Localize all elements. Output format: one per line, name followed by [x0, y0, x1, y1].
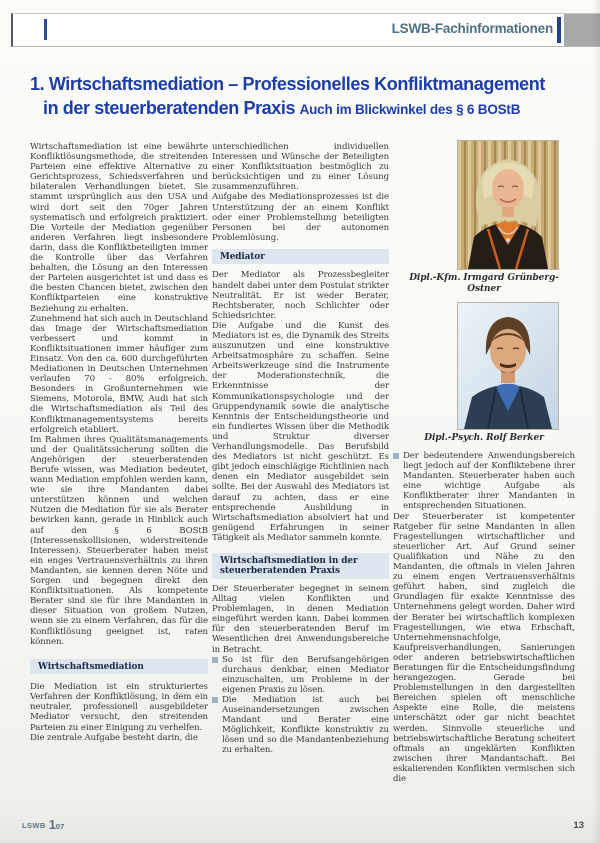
body-paragraph: Der Steuerberater begegnet in seinem Alltag vielen Konflikten und Problemlagen, in denen Mediation eingeführt werden kann. Dabei kommen für den steuerberatenden Beruf im Wesentlichen drei Anwendungsbereiche in Betracht.: [212, 583, 389, 655]
article-title: [30, 72, 586, 122]
article-title-line2: in der steuerberatenden Praxis: [43, 98, 296, 118]
section-heading-praxis: Wirtschaftsmediation in der steuerberatenden Praxis: [212, 553, 389, 579]
body-paragraph: Im Rahmen ihres Qualitätsmanagements und der Qualitätssicherung sollten die Angehörigen der steuerberatenden Berufe wissen, was Mediation bedeutet, wann Mediation empfohlen werden kann, wie sie ihre Mandanten dabei unterstützen können und welchen Nutzen die Mediation für sie als Berater bewirken kann, gerade in Hinblick auch auf den § 6 BOStB (Interessenskollisionen, widerstreitende Interessen). Steuerberater haben meist ein enges Vertrauensverhältnis zu ihren Mandanten, sie kennen deren Nöte und Sorgen und begegnen direkt den Konfliktsituationen. Als kompetente Berater sind sie für ihre Mandanten in dieser Situation von großem Nutzen, wenn sie zu einem Verfahren, das für die Konfliktlösung geeignet ist, raten können.: [30, 434, 208, 647]
header-blue-tick: [44, 19, 47, 40]
bullet-item: [212, 695, 389, 756]
portrait-photo-irmgard-gruenberg-ostner: [457, 140, 559, 270]
body-paragraph: Zunehmend hat sich auch in Deutschland das Image der Wirtschaftsmediation verbessert und kommt in Konfliktsituationen immer häufiger zum Einsatz. Von den ca. 600 durchgeführten Mediationen in Deutschen Unternehmen verlaufen 70 - 80% erfolgreich. Besonders in Großunternehmen wie Siemens, Motorola, BMW, Audi hat sich die Wirtschaftsmediation als Teil des Konfliktmanagementsystems bereits erfolgreich etabliert.: [30, 313, 208, 435]
journal-issue-mark: [22, 816, 64, 834]
body-paragraph: Die zentrale Aufgabe besteht darin, die: [30, 732, 198, 743]
section-heading-mediator: Mediator: [212, 249, 389, 265]
article-title-line1: 1. Wirtschaftsmediation – Professionelles Konfliktmanagement: [30, 74, 545, 94]
bullet-square-icon: [212, 657, 218, 663]
portrait-photo-rolf-berker: [457, 302, 559, 430]
bullet-text: Die Mediation ist auch bei Auseinandersetzungen zwischen Mandant und Berater eine Möglichkeit, Konflikte konstruktiv zu lösen und so die Mandantenbeziehung zu erhalten.: [222, 695, 389, 756]
body-paragraph: Aufgabe des Mediationsprozesses ist die Unterstützung der an einem Konflikt oder einer Problemstellung beteiligten Personen bei der autonomen Problemlösung.: [212, 192, 389, 243]
photo-caption: Dipl.-Psych. Rolf Berker: [424, 433, 544, 443]
issue-year: 07: [55, 822, 65, 831]
text-column-1: [30, 142, 208, 743]
body-paragraph: unterschiedlichen individuellen Interessen und Wünsche der Beteiligten einer Konfliktsituation bestmöglich zu berücksichtigen und zu einer Lösung zusammenzuführen.: [212, 142, 389, 193]
section-label: LSWB-Fachinformationen: [391, 21, 553, 36]
photo-caption: Dipl.-Kfm. Irmgard Grünberg-Ostner: [409, 273, 559, 294]
text-column-3: [393, 140, 575, 784]
bullet-item: [393, 451, 575, 512]
bullet-square-icon: [393, 453, 399, 459]
bullet-item: [212, 655, 389, 695]
body-paragraph: Der Mediator als Prozessbegleiter handelt dabei unter dem Postulat strikter Neutralität. Er ist weder Berater, Rechtsberater, noch Schlichter oder Schiedsrichter.: [212, 270, 389, 321]
bullet-square-icon: [212, 697, 218, 703]
header-gray-block: [564, 14, 600, 46]
bullet-text: Der bedeutendere Anwendungsbereich liegt jedoch auf der Konfliktebene ihrer Mandanten. Steuerberater haben auch eine wichtige Aufgabe als Konfliktberater ihrer Mandanten in entsprechenden Situationen.: [403, 451, 575, 512]
body-paragraph: Wirtschaftsmediation ist eine bewährte Konfliktlösungsmethode, die streitenden Parteien eine effektive Alternative zu Gerichtsprozess, Schiedsverfahren und bilateralen Verhandlungen bietet. Sie stammt ursprünglich aus den USA und wird dort seit den 70ger Jahren systematisch und erfolgreich praktiziert. Die Vorteile der Mediation gegenüber anderen Verfahren liegt insbesondere darin, dass die Konfliktbeteiligten immer die Kontrolle über das Verfahren behalten, die Lösung an den Interessen der Parteien ausgerichtet ist und dass es die besten Chancen bietet, zwischen den Konfliktparteien eine konstruktive Beziehung zu erhalten.: [30, 142, 208, 314]
header-blue-bar: [557, 17, 561, 43]
text-column-2: [212, 142, 389, 756]
journal-name: LSWB: [22, 821, 46, 830]
page-header: [11, 13, 600, 47]
article-subtitle: Auch im Blickwinkel des § 6 BOStB: [299, 102, 521, 117]
body-paragraph: Die Mediation ist ein strukturiertes Verfahren der Konfliktlösung, in dem ein neutraler, professionell ausgebildeter Mediator versucht, den streitenden Parteien zu einer Einigung zu verhelfen.: [30, 682, 208, 733]
body-paragraph: Die Aufgabe und die Kunst des Mediators ist es, die Dynamik des Streits auszunutzen und eine konstruktive Arbeitsatmosphäre zu schaffen. Seine Arbeitswerkzeuge sind die Instrumente der Moderationstechnik, die Erkenntnisse der Kommunikationspsychologie und der Gruppendynamik sowie die analytische Kenntnis der Entscheidungstheorie und ein fundiertes Wissen über die Methodik und Struktur diverser Verhandlungsmodelle. Das Berufsbild des Mediators ist nicht geschützt. Es gibt jedoch einschlägige Richtlinien nach denen ein Mediator ausgebildet sein sollte. Bei der Auswahl des Mediators ist darauf zu achten, dass er eine entsprechende Ausbildung in Wirtschaftsmediation absolviert hat und genügend Erfahrungen in seiner Tätigkeit als Mediator sammeln konnte.: [212, 320, 389, 543]
page-number: 13: [573, 820, 584, 831]
section-heading-wirtschaftsmediation: Wirtschaftsmediation: [30, 659, 208, 675]
bullet-text: So ist für den Berufsangehörigen durchaus denkbar, einen Mediator einzuschalten, um Probleme in der eigenen Praxis zu lösen.: [222, 654, 389, 695]
body-paragraph: Der Steuerberater ist kompetenter Ratgeber für seine Mandanten in allen Fragestellungen wirtschaftlicher und steuerlicher Art. Auf Grund seiner Qualifikation und Nähe zu den Mandanten, die oftmals in vielen Jahren zu einem engen Vertrauensverhältnis geführt haben, sind zugleich die Grundlagen für exakte Kenntnisse des Unternehmens gelegt worden. Daher wird der Berater bei wirtschaftlich komplexen Fragestellungen, wie etwa Erbschaft, Unternehmensnachfolge, Kaufpreisverhandlungen, Sanierungen oder anderen betriebswirtschaftlichen Beratungen für die Entscheidungsfindung herangezogen. Gerade bei Problemstellungen in den dargestellten Bereichen spielen oft menschliche Aspekte eine Rolle, die meistens unterschätzt oder gar nicht beachtet werden. Sinnvolle steuerliche und betriebswirtschaftliche Beratung scheitert oftmals an ungeklärten Konflikten zwischen ihrer Mandantschaft. Bei eskalierenden Konflikten vermischen sich die: [393, 511, 575, 784]
issue-number: 1: [48, 817, 56, 832]
